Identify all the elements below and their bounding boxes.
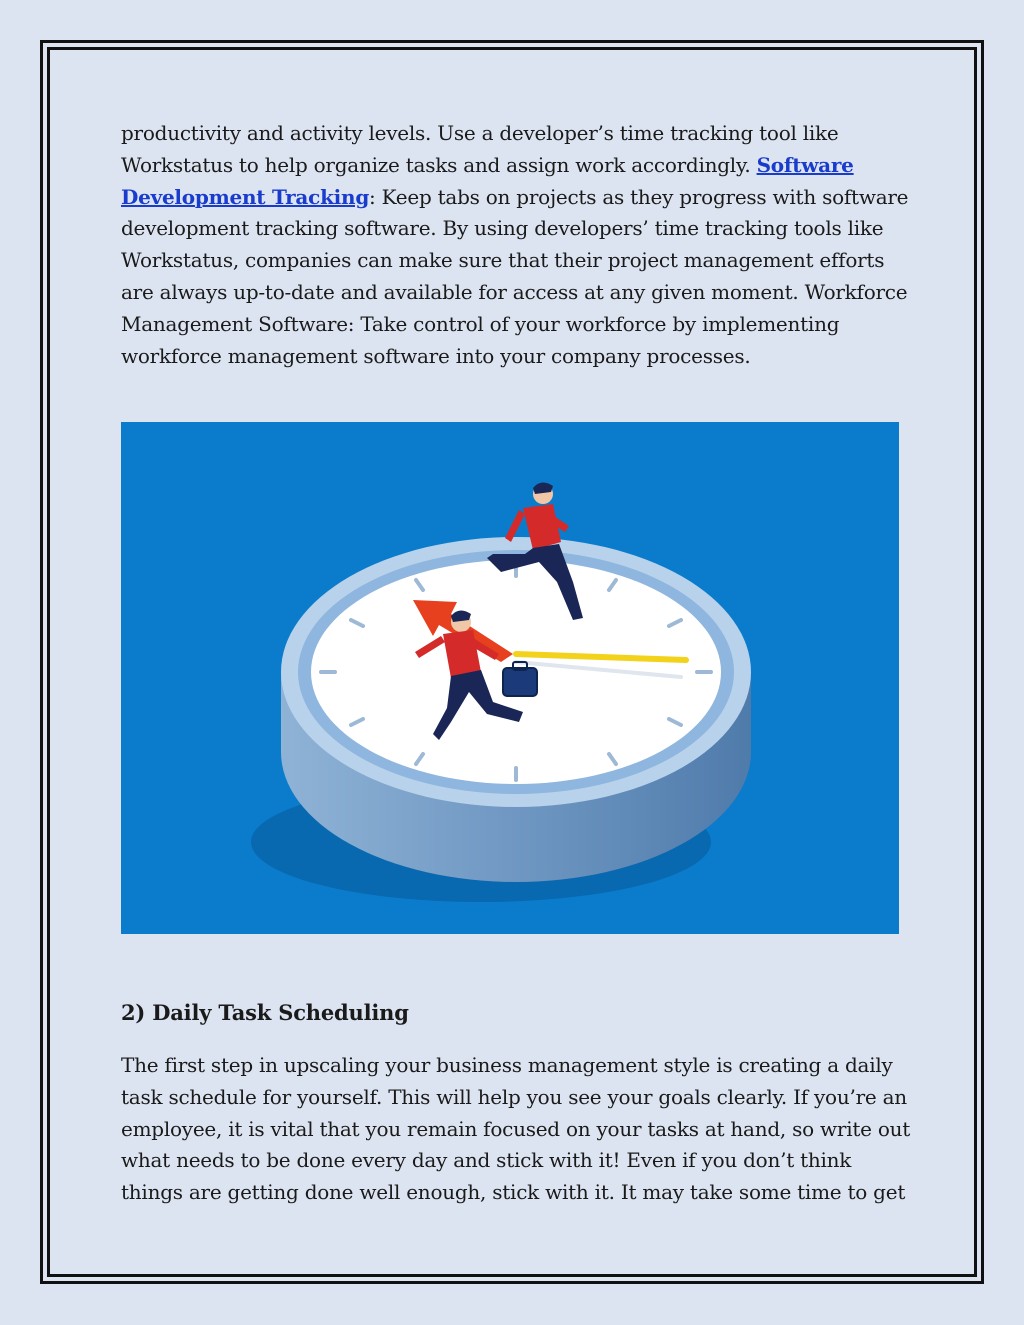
intro-text-after-link: : Keep tabs on projects as they progress with software development tracking software. By using developers’ time tracking tools like Workstatus, companies can make sure that their project management efforts are always up-to-date and available for access at any given moment. Workforce Management Software: Take control of your workforce by implementing workforce management software into your company processes. (121, 184, 909, 368)
daily-task-paragraph: The first step in upscaling your business management style is creating a daily task schedule for yourself. This will help you see your goals clearly. If you’re an employee, it is vital that you remain focused on your tasks at hand, so write out what needs to be done every day and stick with it! Even if you don’t think things are getting done well enough, stick with it. It may take some time to get (121, 1053, 911, 1205)
clock-illustration-svg (121, 422, 899, 934)
intro-text-before-link: productivity and activity levels. Use a developer’s time tracking tool like Workstatus to help organize tasks and assign work accordingly. (121, 121, 839, 177)
intro-paragraph-block (121, 118, 911, 372)
daily-task-paragraph-block (121, 1050, 911, 1209)
software-development-tracking-link[interactable]: Software Development Tracking (121, 152, 854, 209)
intro-paragraph (121, 118, 911, 372)
section-heading-daily-task-scheduling: 2) Daily Task Scheduling (121, 1000, 409, 1025)
clock-race-illustration (121, 422, 899, 934)
